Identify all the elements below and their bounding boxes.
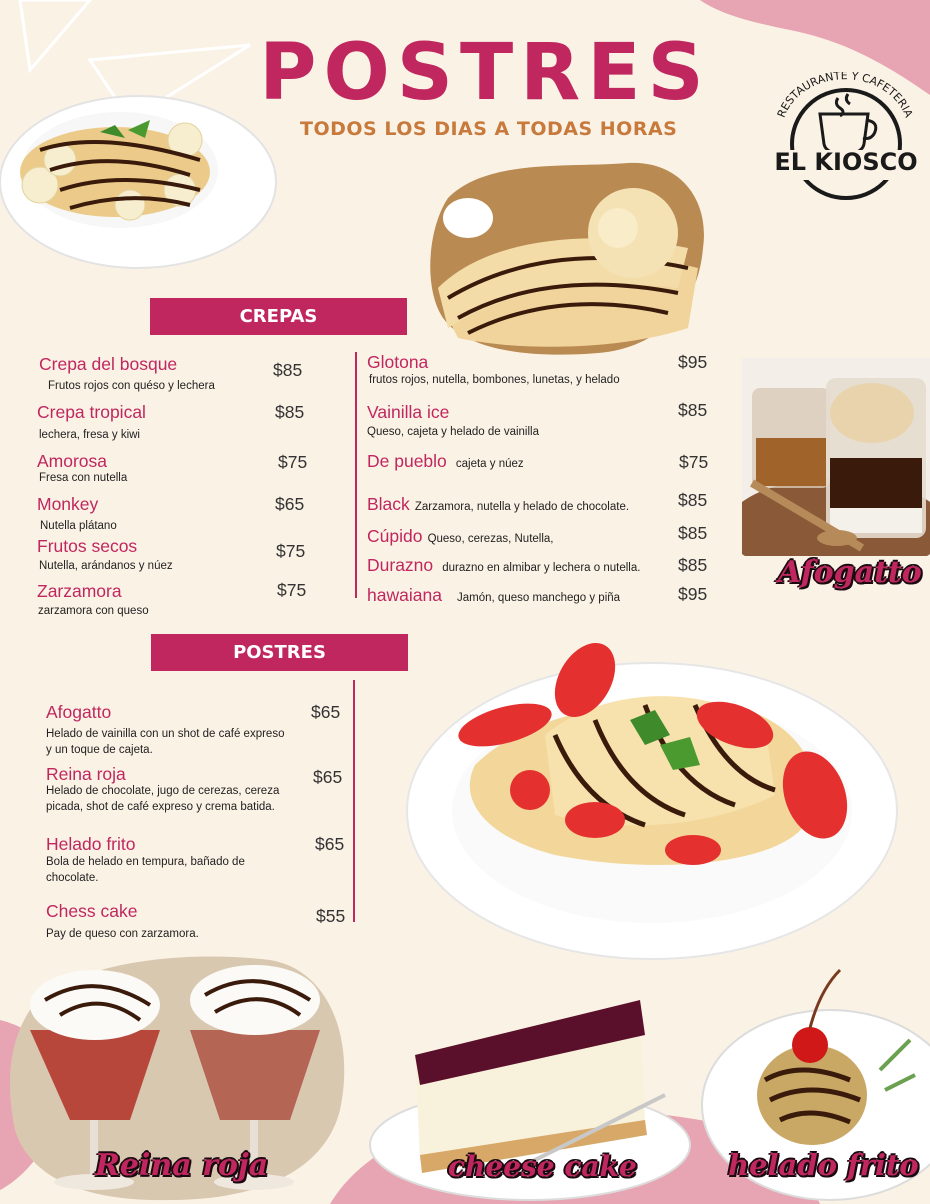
frutos-secos-price: $75 [276, 541, 306, 561]
glotona-price: $95 [678, 352, 708, 372]
de-pueblo-price: $75 [679, 452, 709, 472]
zarzamora-desc: zarzamora con queso [38, 605, 149, 617]
logo-name: EL KIOSCO [774, 148, 918, 176]
crepa-del-bosque-price: $85 [273, 360, 303, 380]
logo [770, 72, 922, 202]
cupido-price: $85 [678, 523, 708, 543]
crepa-tropical-desc: lechera, fresa y kiwi [39, 429, 140, 441]
black-price: $85 [678, 490, 708, 510]
monkey-price: $65 [275, 494, 305, 514]
crepa-tropical-name: Crepa tropical [37, 402, 146, 422]
durazno-name: Durazno [367, 555, 434, 575]
afogatto-price: $65 [311, 702, 341, 722]
black-item [367, 494, 629, 515]
zarzamora-name: Zarzamora [37, 581, 122, 601]
chess-cake-name: Chess cake [46, 901, 138, 921]
cheese-cake-caption: cheese cake [448, 1150, 637, 1183]
reina-roja-price: $65 [313, 767, 343, 787]
crepa-del-bosque-desc: Frutos rojos con quéso y lechera [48, 380, 215, 392]
glotona-desc: frutos rojos, nutella, bombones, lunetas, y helado [369, 374, 620, 386]
ice-cream-crepe-photo [428, 158, 710, 358]
zarzamora-price: $75 [277, 580, 307, 600]
afogatto-desc: Helado de vainilla con un shot de café expreso y un toque de cajeta. [46, 728, 285, 756]
reina-roja-desc: Helado de chocolate, jugo de cerezas, cereza picada, shot de café expreso y crema batida. [46, 785, 280, 813]
svg-text:RESTAURANTE Y CAFETERIA: RESTAURANTE Y CAFETERIA [774, 72, 916, 120]
monkey-desc: Nutella plátano [40, 520, 117, 532]
durazno-item [367, 555, 640, 576]
postres-heading: POSTRES [151, 634, 408, 671]
helado-frito-name: Helado frito [46, 834, 136, 854]
chess-cake-desc: Pay de queso con zarzamora. [46, 928, 199, 940]
chess-cake-price: $55 [316, 906, 346, 926]
hawaiana-item [367, 585, 620, 606]
monkey-name: Monkey [37, 494, 99, 514]
coffee-cup-logo-icon [770, 72, 922, 202]
hawaiana-name: hawaiana [367, 585, 442, 605]
afogatto-photo [742, 358, 930, 556]
de-pueblo-desc: cajeta y núez [455, 458, 524, 470]
afogatto-caption: Afogatto [778, 555, 922, 590]
vainilla-ice-price: $85 [678, 400, 708, 420]
vainilla-ice-name: Vainilla ice [367, 402, 450, 422]
page-title: POSTRES [259, 28, 711, 118]
frutos-secos-desc: Nutella, arándanos y núez [39, 560, 173, 572]
reina-roja-caption: Reina roja [95, 1148, 269, 1183]
cupido-desc: Queso, cerezas, Nutella, [427, 533, 554, 545]
amorosa-name: Amorosa [37, 451, 108, 471]
black-name: Black [367, 494, 410, 514]
cupido-item [367, 526, 553, 547]
helado-frito-desc: Bola de helado en tempura, bañado de chocolate. [46, 856, 245, 884]
banana-crepe-photo [0, 90, 278, 270]
amorosa-price: $75 [278, 452, 308, 472]
crepa-tropical-price: $85 [275, 402, 305, 422]
glotona-name: Glotona [367, 352, 429, 372]
afogatto-name: Afogatto [46, 702, 112, 722]
reina-roja-name: Reina roja [46, 764, 126, 784]
amorosa-desc: Fresa con nutella [39, 472, 128, 484]
hawaiana-desc: Jamón, queso manchego y piña [457, 592, 621, 604]
hawaiana-price: $95 [678, 584, 708, 604]
page-subtitle: TODOS LOS DIAS A TODAS HORAS [300, 118, 678, 140]
crepa-del-bosque-name: Crepa del bosque [39, 354, 178, 374]
strawberry-crepe-photo [405, 625, 899, 963]
frutos-secos-name: Frutos secos [37, 536, 138, 556]
cupido-name: Cúpido [367, 526, 423, 546]
black-desc: Zarzamora, nutella y helado de chocolate. [414, 501, 630, 513]
durazno-desc: durazno en almibar y lechera o nutella. [442, 562, 641, 574]
helado-frito-caption: helado frito [728, 1148, 919, 1182]
crepas-heading: CREPAS [150, 298, 407, 335]
helado-frito-price: $65 [315, 834, 345, 854]
de-pueblo-item [367, 451, 524, 472]
vainilla-ice-desc: Queso, cajeta y helado de vainilla [367, 426, 539, 438]
durazno-price: $85 [678, 555, 708, 575]
de-pueblo-name: De pueblo [367, 451, 447, 471]
crepas-divider [355, 352, 357, 598]
postres-divider [353, 680, 355, 922]
